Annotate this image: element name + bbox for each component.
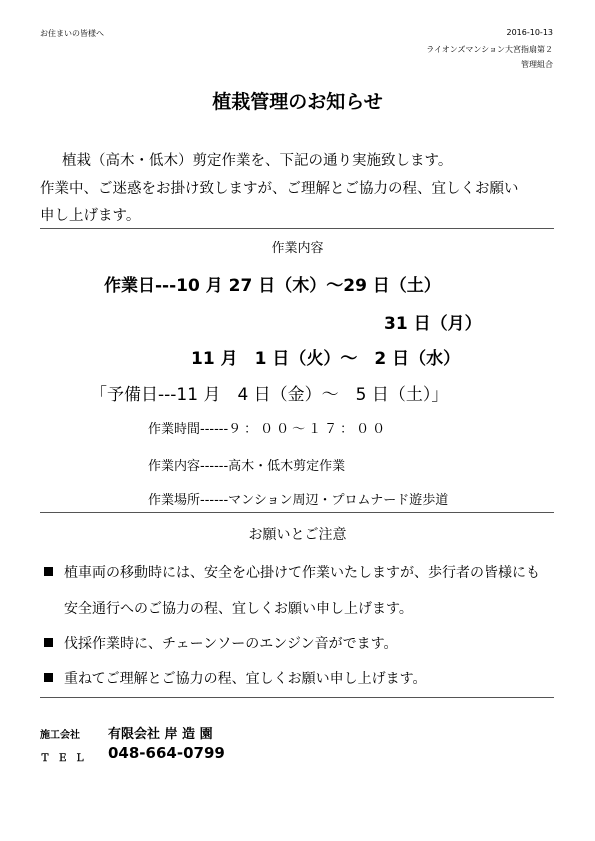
date-text: 2016-10-13: [506, 28, 553, 37]
work-time: [148, 418, 388, 437]
tel-label: Ｔ Ｅ Ｌ: [40, 753, 87, 764]
notes-heading: お願いとご注意: [248, 527, 347, 543]
work-dates-line-3: 11 月 1 日（火）～ 2 日（水）: [191, 349, 461, 369]
work-content: 作業内容------高木・低木剪定作業: [148, 459, 346, 474]
sender-text: 管理組合: [521, 60, 553, 69]
reserve-dates: 「予備日---11 月 4 日（金）～ 5 日（土）」: [90, 385, 449, 405]
divider: [40, 512, 554, 513]
building-text: ライオンズマンション大宮指扇第２: [426, 45, 553, 54]
work-dates-line-1: 作業日---10 月 27 日（木）～29 日（土）: [104, 276, 441, 296]
intro-line-1: 植栽（高木・低木）剪定作業を、下記の通り実施致します。: [62, 153, 453, 169]
note-2: 伐採作業時に、チェーンソーのエンジン音がでます。: [64, 636, 398, 652]
work-time-label: 作業時間------: [148, 422, 229, 437]
work-place: 作業場所------マンション周辺・プロムナード遊歩道: [148, 493, 449, 508]
contractor-name: 有限会社 岸 造 園: [108, 727, 213, 742]
bullet-square-icon: [44, 567, 53, 576]
work-dates-line-2: 31 日（月）: [384, 314, 482, 334]
work-heading: 作業内容: [271, 241, 324, 256]
contractor-label: 施工会社: [40, 730, 80, 741]
note-3: 重ねてご理解とご協力の程、宜しくお願い申し上げます。: [64, 671, 427, 687]
divider: [40, 697, 554, 698]
recipient-text: お住まいの皆様へ: [40, 29, 104, 38]
bullet-square-icon: [44, 673, 53, 682]
work-time-value: ９：００～１７：００: [228, 422, 389, 437]
intro-line-2: 作業中、ご迷惑をお掛け致しますが、ご理解とご協力の程、宜しくお願い: [40, 181, 519, 197]
note-1-line-1: 植車両の移動時には、安全を心掛けて作業いたしますが、歩行者の皆様にも: [64, 565, 540, 581]
page-title: 植栽管理のお知らせ: [212, 91, 383, 113]
divider: [40, 228, 554, 229]
intro-line-3: 申し上げます。: [40, 208, 141, 224]
note-1-line-2: 安全通行へのご協力の程、宜しくお願い申し上げます。: [64, 601, 413, 617]
bullet-square-icon: [44, 638, 53, 647]
tel-number: 048-664-0799: [108, 744, 225, 762]
